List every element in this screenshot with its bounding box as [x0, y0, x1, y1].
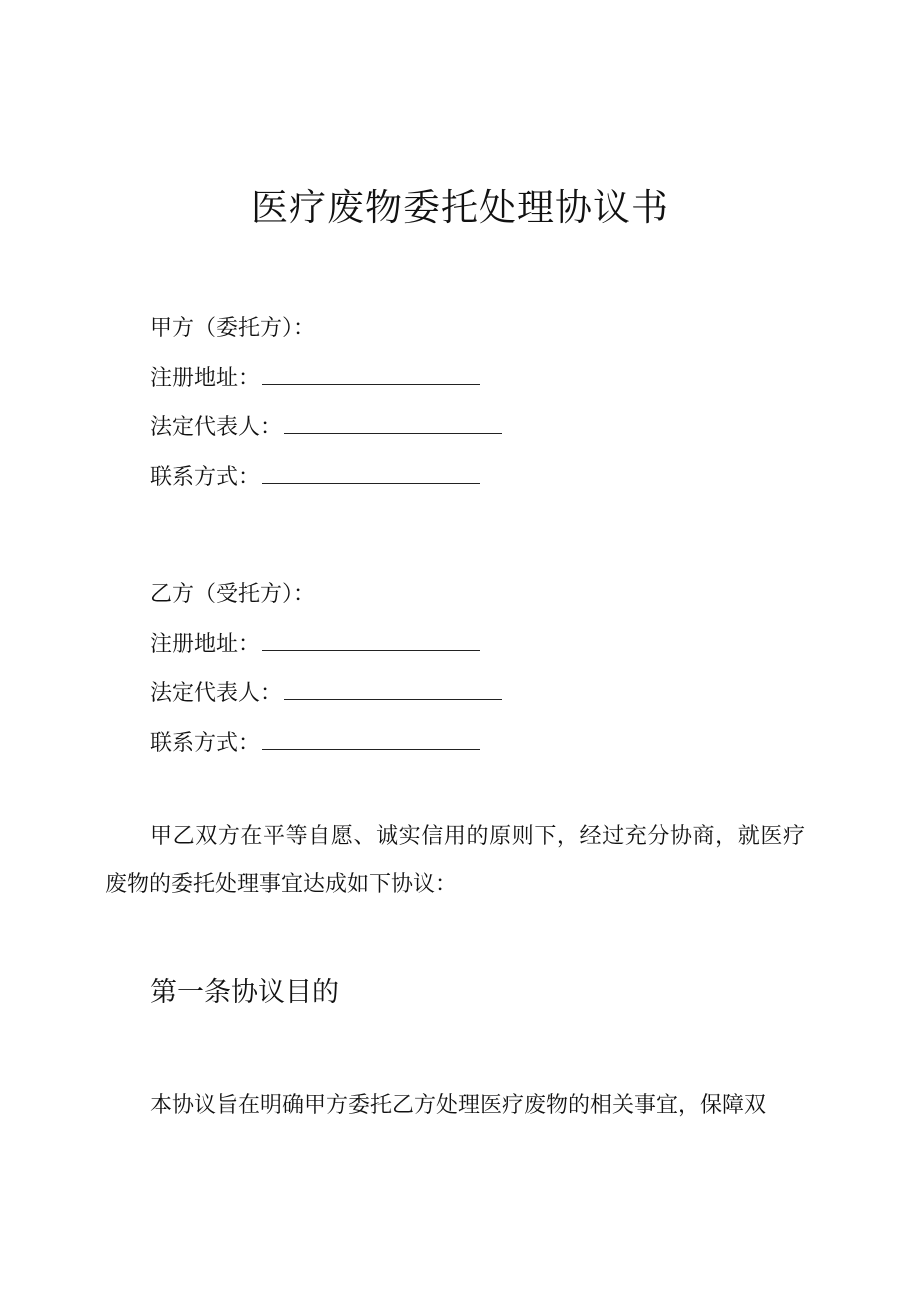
party-b-representative-label: 法定代表人： — [150, 681, 283, 706]
article-1-heading: 第一条协议目的 — [150, 977, 339, 1008]
party-a-address-label: 注册地址： — [150, 366, 261, 391]
article-1-text: 本协议旨在明确甲方委托乙方处理医疗废物的相关事宜，保障双 — [150, 1093, 767, 1118]
party-b-address-blank — [262, 634, 480, 651]
party-b-address-row — [150, 632, 480, 658]
party-b-heading: 乙方（受托方）： — [150, 582, 316, 607]
party-a-representative-label: 法定代表人： — [150, 415, 283, 440]
party-a-address-blank — [262, 368, 480, 385]
party-a-contact-blank — [262, 467, 480, 484]
party-a-representative-blank — [284, 417, 502, 434]
document-title: 医疗废物委托处理协议书 — [251, 186, 669, 229]
party-a-representative-row — [150, 415, 502, 441]
party-b-contact-label: 联系方式： — [150, 731, 261, 756]
party-b-address-label: 注册地址： — [150, 632, 261, 657]
party-a-heading: 甲方（委托方）： — [150, 316, 316, 341]
party-a-contact-label: 联系方式： — [150, 465, 261, 490]
party-a-contact-row — [150, 465, 480, 491]
party-b-representative-row — [150, 681, 502, 707]
party-a-address-row — [150, 366, 480, 392]
intro-paragraph: 甲乙双方在平等自愿、诚实信用的原则下，经过充分协商，就医疗废物的委托处理事宜达成如下协议： — [105, 824, 805, 897]
party-b-representative-blank — [284, 683, 502, 700]
party-b-contact-blank — [262, 733, 480, 750]
party-b-contact-row — [150, 731, 480, 757]
